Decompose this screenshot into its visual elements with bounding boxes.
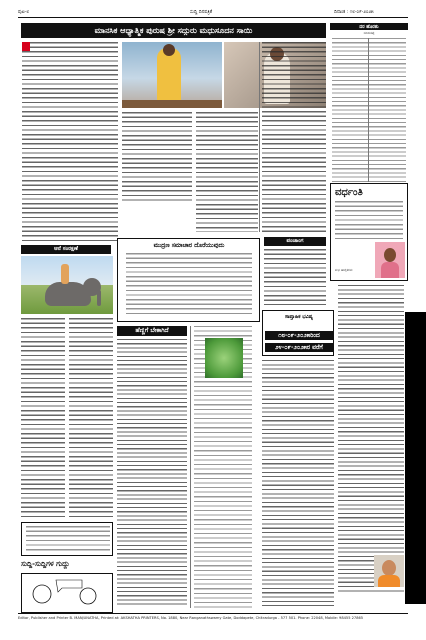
birthday-title: ವರ್ಧಂತಿ [335, 187, 363, 198]
birthday-photo-body [381, 262, 399, 278]
masthead [18, 7, 408, 17]
notice-title: ಮುದ್ರಣ ಸಮಾಚಾರ ದೊರೆಯುವುದು [153, 242, 225, 249]
rashi-column-1 [262, 360, 334, 608]
cartoon-face-right [80, 588, 96, 604]
masthead-rule [18, 17, 408, 18]
elephant-trunk [97, 290, 101, 306]
lead-photo-stage [122, 100, 222, 108]
paper-title: ಸುದ್ದಿ ದಿನಪತ್ರಿಕೆ [190, 10, 213, 15]
columnist-portrait [374, 555, 404, 587]
rashi-title-box [262, 310, 334, 356]
columnist-face [382, 560, 396, 576]
rates-subtitle: ಮಾರುಕಟ್ಟೆ [363, 31, 375, 35]
issue-date: ದಿನಾಂಕ : ೧೮-೦೯-೨೦೨೫ [334, 10, 374, 15]
elephant-column-1 [21, 318, 65, 518]
cartoon-drawing [22, 574, 114, 614]
elephant-header: ಆನೆ ಸಂರಕ್ಷಣೆ [21, 245, 111, 254]
matrimony-divider [190, 326, 191, 608]
notice-text [126, 253, 252, 317]
rates-divider [368, 38, 369, 182]
birthday-wish: ಶುಭ ಹಾರೈಕೆಗಳು [335, 268, 353, 272]
matrimony-header: ಹೆಣ್ಣಿಗೆ ಬೇಕಾಗಿದೆ [117, 326, 187, 336]
lead-photo [122, 42, 222, 108]
cartoon-top-box [21, 522, 113, 556]
cartoon-face-left [33, 585, 51, 603]
dark-side-strip [405, 312, 426, 604]
rashi-title: ಸಾಪ್ತಾಹಿಕ ಭವಿಷ್ಯ [285, 314, 313, 320]
footer-imprint: Editor, Publisher and Printer B. MANJUNATHA, Printed at: AKSHATHA PRINTERS, No. 1880, Near Ranganathswamy Gate, Doddapete, Chitradurga - 577 501. Phone: 22048, Mobile: 98455 27865 [18, 616, 364, 620]
notice-box [117, 238, 260, 322]
birthday-box [330, 183, 408, 281]
lead-photo-figure [157, 48, 181, 104]
lead-divider [259, 42, 260, 232]
elephant-column-2 [69, 318, 113, 518]
lead-column-4 [262, 42, 326, 232]
rashi-range-2: ೨೪-೦೯-೨೦೨೫ರ ವರೆಗೆ [265, 343, 333, 352]
panchanga-header: ಪಂಚಾಂಗ [264, 237, 326, 246]
cartoon-top-text [26, 526, 110, 552]
elephant-photo [21, 256, 113, 314]
cartoon-title: ಸುದ್ದಿ-ಸುದ್ದಿಗಳ ಗುದ್ದು [21, 560, 70, 568]
birthday-text [335, 201, 403, 241]
rashi-image [205, 338, 243, 378]
birthday-photo-face [384, 248, 396, 262]
lead-dropcap [22, 42, 30, 51]
lead-column-2 [122, 112, 192, 204]
rashi-column-2 [338, 285, 404, 593]
rates-header: ದರ ಹೊರತು [330, 23, 408, 30]
rates-list [332, 38, 406, 182]
elephant-rider [61, 264, 69, 284]
rashi-range-1: ೧೮-೦೯-೨೦೨೫ರಿಂದ [265, 331, 333, 340]
lead-photo-figure-head [163, 44, 175, 56]
footer-rule [18, 613, 408, 614]
cartoon-speech [56, 580, 82, 592]
matrimony-column-1 [117, 339, 187, 607]
page-number: ಪುಟ-೮ [18, 10, 29, 15]
columnist-body [378, 575, 400, 587]
lead-column-1 [22, 42, 118, 242]
lead-headline: ಮಾನಸಿಕ ಆಧ್ಯಾತ್ಮಿಕ ಪುರುಷ ಶ್ರೀ ಸದ್ಗುರು ಮಧುಸೂದನ ಸಾಯಿ [21, 23, 326, 38]
lead-column-3 [196, 112, 258, 232]
panchanga-body [264, 249, 326, 305]
cartoon-panel [21, 573, 113, 613]
birthday-photo [375, 242, 405, 278]
